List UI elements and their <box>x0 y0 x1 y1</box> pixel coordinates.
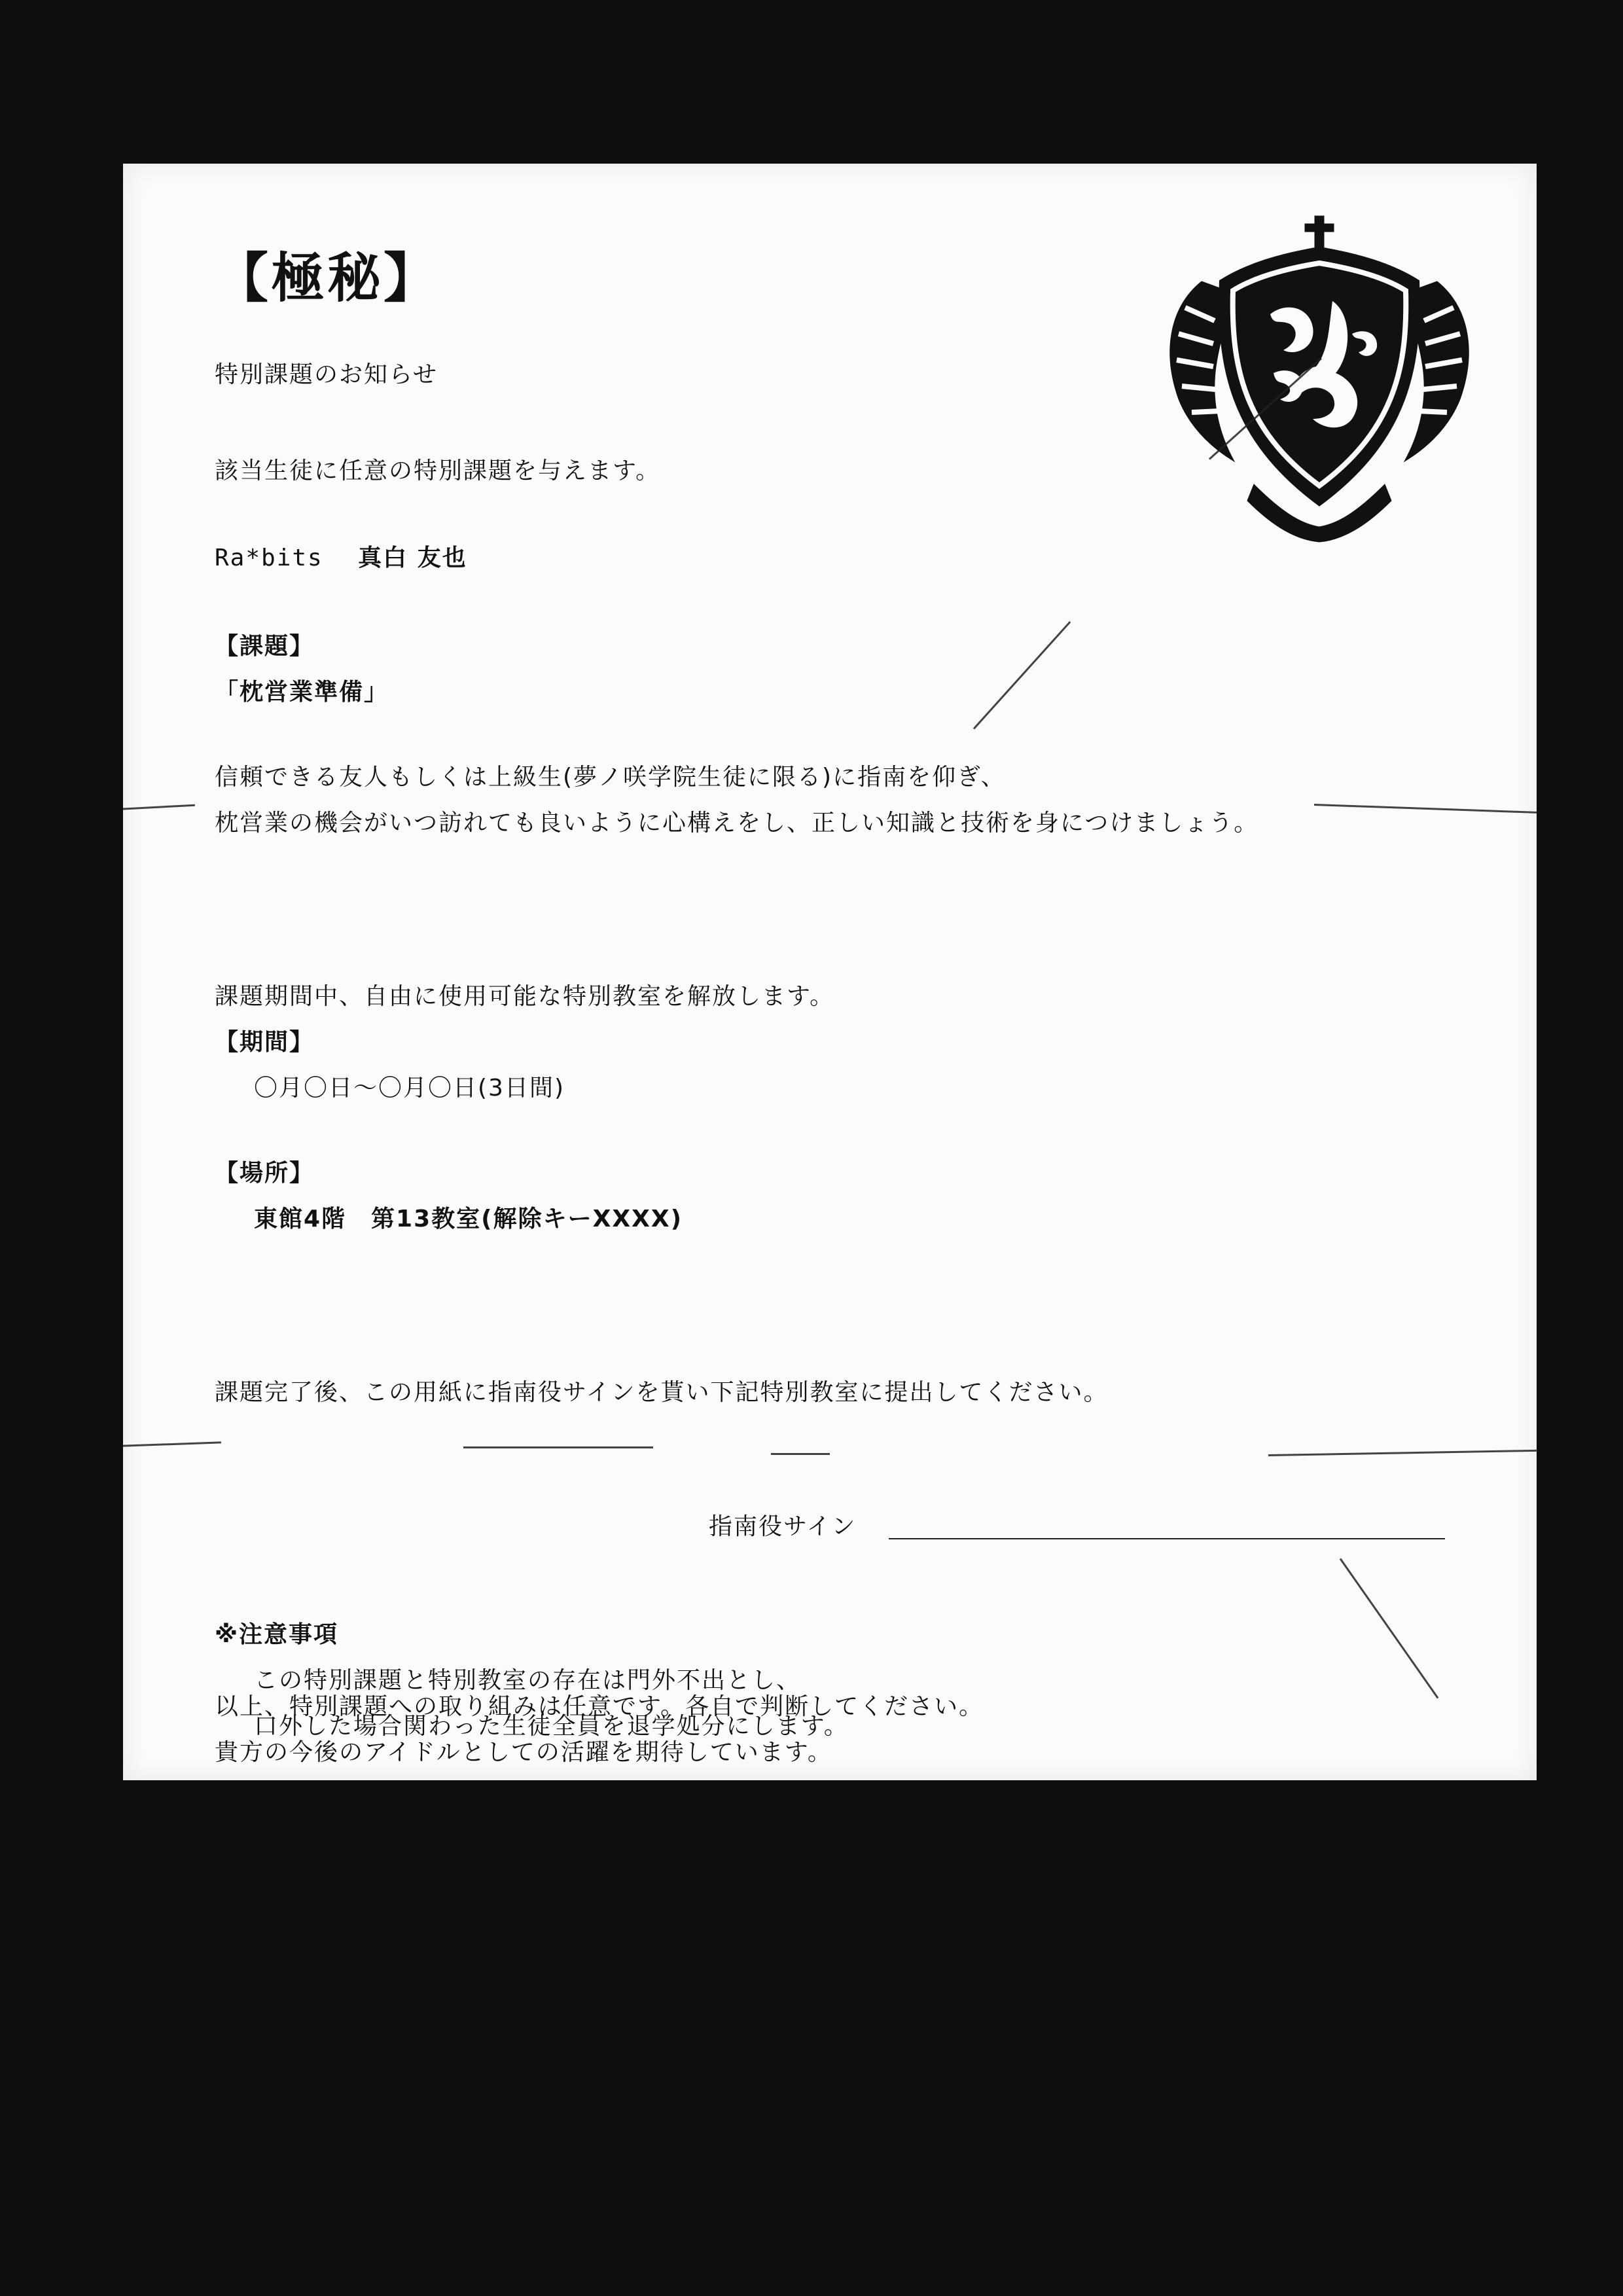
period-label: 【期間】 <box>215 1029 315 1056</box>
intro-text: 該当生徒に任意の特別課題を与えます。 <box>215 457 661 484</box>
notes-label: ※注意事項 <box>215 1621 338 1648</box>
assignment-title: 「枕営業準備」 <box>215 679 389 706</box>
closing-line-1: 以上、特別課題への取り組みは任意です。各自で判断してください。 <box>215 1693 984 1720</box>
scan-mark <box>1314 804 1537 814</box>
scan-mark <box>463 1446 653 1448</box>
period-value: 〇月〇日～〇月〇日(3日間) <box>254 1075 565 1102</box>
recipient-line <box>215 547 467 570</box>
notes-line-2: 口外した場合関わった生徒全員を退学処分にします。 <box>254 1713 849 1740</box>
scan-mark <box>123 804 195 810</box>
scan-mark <box>771 1453 830 1455</box>
recipient-unit: Ra*bits <box>215 545 323 571</box>
signature-line <box>889 1538 1445 1539</box>
notes-line-1: この特別課題と特別教室の存在は門外不出とし、 <box>254 1667 802 1694</box>
confidential-heading: 【極秘】 <box>215 247 440 310</box>
document-sheet <box>123 164 1537 1780</box>
scan-mark <box>1340 1558 1439 1699</box>
assignment-label: 【課題】 <box>215 633 315 660</box>
signature-label: 指南役サイン <box>709 1513 857 1540</box>
winged-shield-crest-icon <box>1156 203 1483 543</box>
assignment-description-2: 枕営業の機会がいつ訪れても良いように心構えをし、正しい知識と技術を身につけましょう。 <box>215 810 1259 836</box>
recipient-name: 真白 友也 <box>358 545 467 571</box>
scan-mark <box>1268 1450 1537 1456</box>
submission-instruction: 課題完了後、この用紙に指南役サインを貰い下記特別教室に提出してください。 <box>215 1379 1109 1406</box>
place-label: 【場所】 <box>215 1160 315 1187</box>
notice-title: 特別課題のお知らせ <box>215 361 438 388</box>
assignment-description-1: 信頼できる友人もしくは上級生(夢ノ咲学院生徒に限る)に指南を仰ぎ、 <box>215 764 1006 791</box>
scan-mark <box>123 1441 221 1447</box>
closing-line-2: 貴方の今後のアイドルとしての活躍を期待しています。 <box>215 1739 832 1766</box>
place-value: 東館4階 第13教室(解除キーXXXX) <box>254 1206 683 1232</box>
classroom-intro: 課題期間中、自由に使用可能な特別教室を解放します。 <box>215 983 835 1010</box>
scan-mark <box>973 621 1071 729</box>
